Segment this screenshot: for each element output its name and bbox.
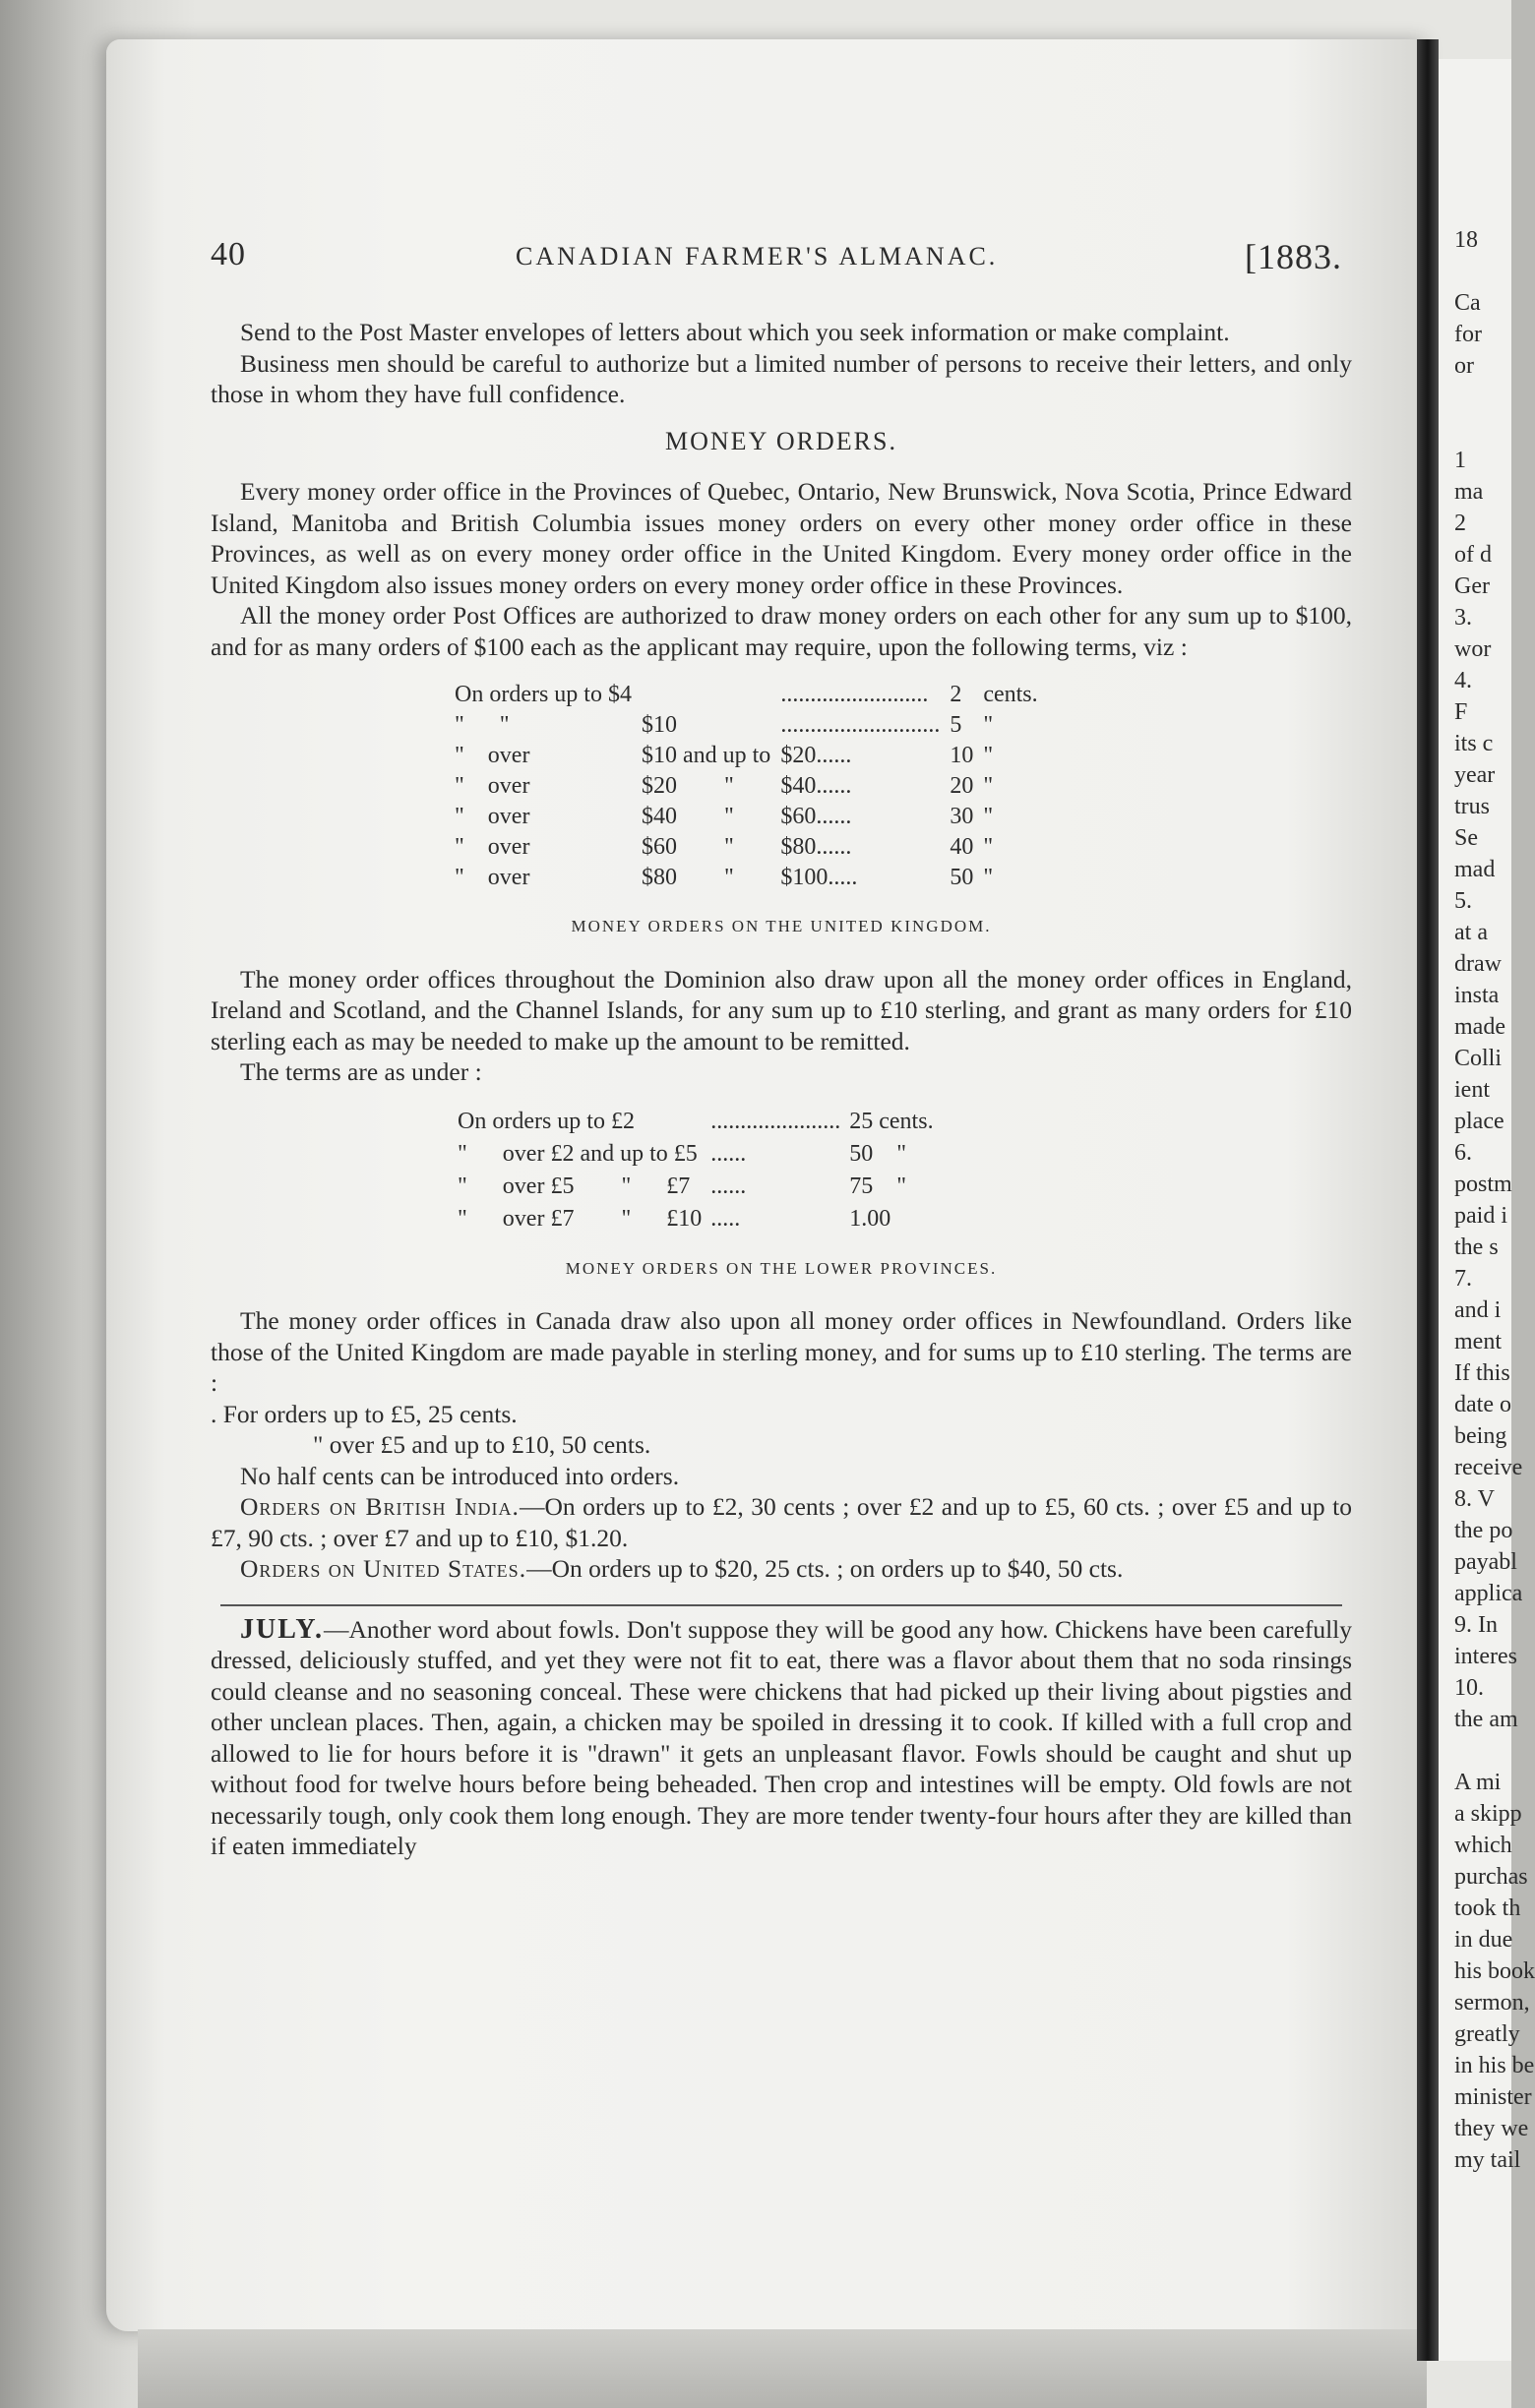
- rate-cell: 10: [950, 743, 974, 768]
- rate-cell: On orders up to $4: [455, 682, 632, 707]
- rate-cell: ......: [710, 1140, 747, 1167]
- rate-cell: 50: [950, 865, 974, 890]
- rate-row: [455, 832, 1048, 863]
- intro-paragraph: Send to the Post Master envelopes of letters about which you seek information or make complaint.: [240, 318, 1230, 346]
- rate-cell: 30: [950, 804, 974, 829]
- rate-cell: ......................: [710, 1108, 841, 1134]
- money-orders-paragraph: All the money order Post Offices are authorized to draw money orders on each other for any sum up to $100, and for as many orders of $100 each as the applicant may require, upon the following terms, viz :: [211, 601, 1352, 661]
- rate-cell: [642, 680, 780, 710]
- july-paragraph: [211, 1614, 1352, 1862]
- rate-row: [455, 802, 1048, 832]
- rate-cell: $40 ": [641, 804, 734, 829]
- lower-rate-line: " over £5 and up to £10, 50 cents.: [313, 1430, 651, 1459]
- rate-cell: $60 ": [641, 834, 734, 860]
- rate-row: [455, 710, 1048, 741]
- book-gutter: [1417, 39, 1439, 2361]
- rate-cell: ......: [710, 1173, 747, 1199]
- rate-cell: " over: [455, 804, 530, 829]
- uk-terms-intro: The terms are as under :: [240, 1057, 482, 1086]
- india-text: —On orders up to £2, 30 cents ; over £2 and up to £5, 60 cts. ; over £5 and up to £7, 90 cts. ; over £7 and up to £10, $1.20.: [211, 1492, 1353, 1552]
- rate-cell: $20 ": [641, 773, 734, 799]
- rate-cell: cents.: [983, 682, 1038, 707]
- domestic-rate-table: [455, 680, 1048, 893]
- rate-cell: On orders up to £2: [458, 1108, 635, 1134]
- rate-cell: ": [983, 804, 994, 829]
- rate-cell: 2: [950, 682, 962, 707]
- july-text: —Another word about fowls. Don't suppose they will be good any how. Chickens have been carefully dressed, deliciously stuffed, and yet they were not fit to eat, there was a flavor about them that no soda rinsings could cleanse and no seasoning conceal. These were chickens that had picked up their living about pigsties and other unclean places. Then, again, a chicken may be spoiled in dressing it to cook. If killed with a full crop and allowed to lie for hours before it is "drawn" it gets an unpleasant flavor. Fowls should be caught and shut up without food for twelve hours before being beheaded. Then crop and intestines will be empty. Old fowls are not necessarily tough, only cook them long enough. They are more tender twenty-four hours after they are killed than if eaten immediately: [211, 1614, 1352, 1860]
- rate-cell: $80......: [780, 834, 852, 860]
- page-body: [211, 317, 1352, 1862]
- section-title-lower-provinces: MONEY ORDERS ON THE LOWER PROVINCES.: [565, 1258, 998, 1278]
- rate-cell: ": [983, 773, 994, 799]
- rate-cell: 20: [950, 773, 974, 799]
- rate-cell: .........................: [780, 682, 929, 707]
- lower-provinces-paragraph: The money order offices in Canada draw also upon all money order offices in Newfoundland. Orders like those of the United Kingdom are made payable in sterling money, and for sums up to £10 sterling. The terms are :: [211, 1306, 1352, 1397]
- rate-cell: " over: [455, 743, 530, 768]
- half-cents-note: No half cents can be introduced into orders.: [240, 1461, 680, 1490]
- rate-cell: $10: [641, 712, 677, 738]
- us-text: —On orders up to $20, 25 cts. ; on orders up to $40, 50 cts.: [526, 1554, 1124, 1583]
- page-header: [211, 236, 1342, 285]
- rate-cell: $20......: [780, 743, 852, 768]
- rate-row: [455, 741, 1048, 771]
- us-label: Orders on United States.: [240, 1554, 527, 1583]
- rate-row: [457, 1138, 942, 1171]
- india-orders: [211, 1491, 1352, 1553]
- rate-cell: .....: [710, 1205, 741, 1232]
- rate-cell: $80 ": [641, 865, 734, 890]
- rate-cell: " over: [455, 865, 530, 890]
- rate-row: [455, 680, 1048, 710]
- running-title: CANADIAN FARMER'S ALMANAC.: [516, 242, 999, 271]
- uk-paragraph: The money order offices throughout the Dominion also draw upon all the money order offices in England, Ireland and Scotland, and the Channel Islands, for any sum up to £10 sterling, and grant as many orders for £10 sterling each as may be needed to make up the amount to be remitted.: [211, 964, 1352, 1055]
- uk-rate-table: [457, 1106, 942, 1235]
- rate-cell: $100.....: [780, 865, 858, 890]
- rate-cell: 50 ": [849, 1140, 907, 1167]
- rate-row: [457, 1106, 942, 1138]
- rate-row: [455, 863, 1048, 893]
- rate-cell: 75 ": [849, 1173, 907, 1199]
- rate-cell: " over £5 " £7: [458, 1173, 691, 1199]
- rate-cell: $60......: [780, 804, 852, 829]
- rate-cell: " over £7 " £10: [458, 1205, 703, 1232]
- rate-cell: ": [983, 712, 994, 738]
- section-title-money-orders: MONEY ORDERS.: [665, 426, 897, 455]
- india-label: Orders on British India.: [240, 1492, 520, 1521]
- rate-cell: 40: [950, 834, 974, 860]
- rate-cell: ": [983, 743, 994, 768]
- page-bottom-edge: [138, 2329, 1427, 2408]
- rate-cell: ": [983, 834, 994, 860]
- rate-cell: ...........................: [780, 712, 941, 738]
- right-page-text-fragments: 18 Ca for or 1 ma 2 of d Ger 3. wor 4. F its c year trus Se mad 5. at a draw insta made Colli ient place 6. postm paid i the s 7. and i ment If this date o being receive 8. V the po payabl applica 9. In interes 10. the am A mi a skipp which purchas took th in due his book sermon, greatly in his be minister they we my tail: [1454, 227, 1535, 2173]
- rate-cell: " over: [455, 773, 530, 799]
- rate-row: [457, 1203, 942, 1235]
- rate-row: [457, 1171, 942, 1203]
- rate-row: [455, 771, 1048, 802]
- rate-cell: $10 and up to: [641, 743, 771, 768]
- july-label: JULY.: [240, 1613, 324, 1645]
- lower-rate-line: . For orders up to £5, 25 cents.: [211, 1399, 518, 1428]
- rate-cell: " over £2 and up to £5: [458, 1140, 698, 1167]
- rate-cell: 5: [950, 712, 962, 738]
- rate-cell: 25 cents.: [849, 1108, 934, 1134]
- rate-cell: " ": [455, 712, 510, 738]
- rate-cell: ": [983, 865, 994, 890]
- page-number: 40: [211, 236, 246, 272]
- intro-paragraph: Business men should be careful to authorize but a limited number of persons to receive their letters, and only those in whom they have full confidence.: [211, 348, 1352, 408]
- rate-cell: 1.00: [849, 1205, 891, 1232]
- rate-cell: $40......: [780, 773, 852, 799]
- section-divider: [220, 1604, 1342, 1606]
- money-orders-paragraph: Every money order office in the Provinces of Quebec, Ontario, New Brunswick, Nova Scotia, Prince Edward Island, Manitoba and British Columbia issues money orders on every other money order office in these Provinces, as well as on every money order office in the United Kingdom. Every money order office in the United Kingdom also issues money orders on every money order office in these Provinces.: [211, 477, 1352, 599]
- section-title-uk: MONEY ORDERS ON THE UNITED KINGDOM.: [571, 917, 992, 935]
- us-orders: [211, 1553, 1352, 1585]
- header-year: [1883.: [1245, 237, 1342, 276]
- rate-cell: " over: [455, 834, 530, 860]
